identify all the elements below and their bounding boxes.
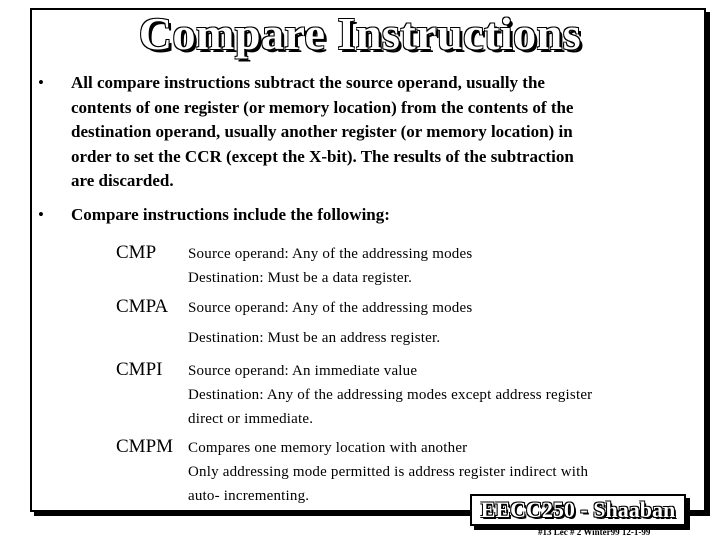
bullet-1-line-5: are discarded. xyxy=(71,171,174,190)
instruction-name-cmp: CMP xyxy=(116,242,157,263)
instruction-name-cmpi: CMPI xyxy=(116,359,163,380)
cmpa-line-1: Source operand: Any of the addressing modes xyxy=(188,300,473,316)
cmpm-line-1: Compares one memory location with another xyxy=(188,440,468,456)
bullet-2 xyxy=(71,203,390,228)
cmpm-line-3: auto- incrementing. xyxy=(188,488,310,504)
cmpi-line-2: Destination: Any of the addressing modes except address register xyxy=(188,387,593,403)
course-badge: EECC250 - Shaaban xyxy=(470,494,686,526)
cmpi-line-1: Source operand: An immediate value xyxy=(188,363,418,379)
bullet-1-line-3: destination operand, usually another register (or memory location) in xyxy=(71,122,573,141)
instruction-desc-cmp xyxy=(188,242,472,290)
cmpi-line-3: direct or immediate. xyxy=(188,411,314,427)
slide-footer: #13 Lec # 2 Winter99 12-1-99 xyxy=(538,527,651,537)
bullet-1 xyxy=(71,71,574,194)
instruction-desc-cmpi xyxy=(188,359,592,431)
bullet-1-line-2: contents of one register (or memory location) from the contents of the xyxy=(71,97,574,117)
bullet-1-line-1: All compare instructions subtract the source operand, usually the xyxy=(71,73,545,92)
bullet-2-line-1: Compare instructions include the following: xyxy=(71,205,390,224)
cmpm-line-2: Only addressing mode permitted is address register indirect with xyxy=(188,464,589,480)
instruction-desc-cmpa xyxy=(188,296,472,350)
bullet-marker-2: • xyxy=(38,205,44,224)
cmp-line-1: Source operand: Any of the addressing modes xyxy=(188,246,473,262)
instruction-name-cmpa: CMPA xyxy=(116,296,169,317)
slide-title: Compare Instructions xyxy=(138,8,582,59)
cmpa-line-2: Destination: Must be an address register. xyxy=(188,330,441,346)
cmp-line-2: Destination: Must be a data register. xyxy=(188,270,413,286)
bullet-marker-1: • xyxy=(38,73,44,92)
instruction-name-cmpm: CMPM xyxy=(116,436,174,457)
bullet-1-line-4: order to set the CCR (except the X-bit). The results of the subtraction xyxy=(71,146,574,166)
